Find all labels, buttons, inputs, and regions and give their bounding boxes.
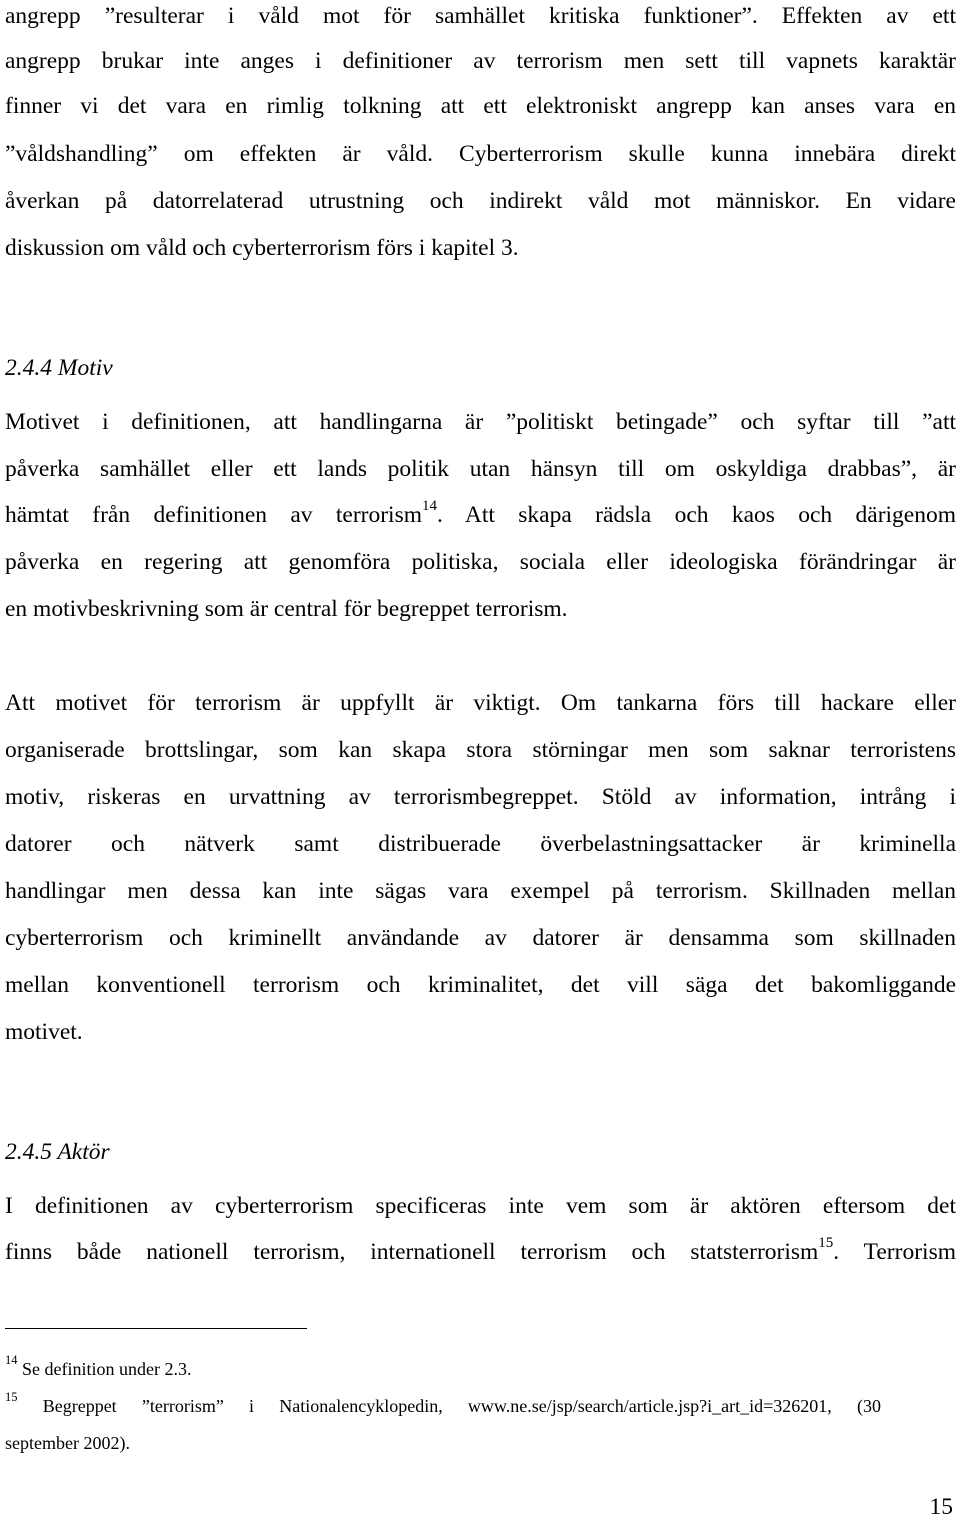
section-heading-aktor: 2.4.5 Aktör bbox=[5, 1139, 110, 1165]
footnote-text: Begreppet ”terrorism” i Nationalencyklopedin, www.ne.se/jsp/search/article.jsp?i_art_id=326201, (30 bbox=[42, 1396, 882, 1416]
body-text-line: angrepp brukar inte anges i definitioner av terrorism men sett till vapnets karaktär bbox=[5, 48, 956, 74]
body-text-segment: . Terrorism bbox=[833, 1239, 956, 1265]
body-text-line: mellan konventionell terrorism och kriminalitet, det vill säga det bakomliggande bbox=[5, 972, 956, 998]
footnote-number: 15 bbox=[5, 1390, 18, 1404]
body-text-line: påverka en regering att genomföra politiska, sociala eller ideologiska förändringar är bbox=[5, 549, 956, 575]
footnote-reference[interactable]: 14 bbox=[422, 498, 437, 515]
footnote-14 bbox=[5, 1353, 192, 1380]
body-text-line: finner vi det vara en rimlig tolkning att ett elektroniskt angrepp kan anses vara en bbox=[5, 93, 956, 119]
body-text-line: diskussion om våld och cyberterrorism förs i kapitel 3. bbox=[5, 235, 519, 261]
footnote-15 bbox=[5, 1390, 882, 1417]
footnote-text: Se definition under 2.3. bbox=[22, 1359, 192, 1379]
body-text-line: motivet. bbox=[5, 1019, 83, 1045]
page-number: 15 bbox=[929, 1494, 953, 1520]
footnote-15-continued: september 2002). bbox=[5, 1433, 130, 1453]
body-text-line: ”våldshandling” om effekten är våld. Cyberterrorism skulle kunna innebära direkt bbox=[5, 141, 956, 167]
body-text-line: I definitionen av cyberterrorism specificeras inte vem som är aktören eftersom det bbox=[5, 1193, 956, 1219]
body-text-line: Motivet i definitionen, att handlingarna är ”politiskt betingade” och syftar till ”att bbox=[5, 409, 956, 435]
footnote-reference[interactable]: 15 bbox=[818, 1235, 834, 1252]
section-heading-motiv: 2.4.4 Motiv bbox=[5, 355, 113, 381]
body-text-line: handlingar men dessa kan inte sägas vara exempel på terrorism. Skillnaden mellan bbox=[5, 878, 956, 904]
body-text-line: åverkan på datorrelaterad utrustning och indirekt våld mot människor. En vidare bbox=[5, 188, 956, 214]
footnote-number: 14 bbox=[5, 1353, 18, 1367]
body-text-line: en motivbeskrivning som är central för begreppet terrorism. bbox=[5, 596, 568, 622]
body-text-line: datorer och nätverk samt distribuerade överbelastningsattacker är kriminella bbox=[5, 831, 956, 857]
body-text-line: cyberterrorism och kriminellt användande av datorer är densamma som skillnaden bbox=[5, 925, 956, 951]
body-text-line: påverka samhället eller ett lands politik utan hänsyn till om oskyldiga drabbas”, är bbox=[5, 456, 956, 482]
body-text-line: organiserade brottslingar, som kan skapa stora störningar men som saknar terroristens bbox=[5, 737, 956, 763]
footnote-separator bbox=[5, 1328, 307, 1329]
body-text-line bbox=[5, 498, 957, 529]
body-text-line: motiv, riskeras en urvattning av terrorismbegreppet. Stöld av information, intrång i bbox=[5, 784, 956, 810]
body-text-line: angrepp ”resulterar i våld mot för samhället kritiska funktioner”. Effekten av ett bbox=[5, 3, 956, 29]
body-text-segment: . Att skapa rädsla och kaos och därigenom bbox=[437, 502, 957, 528]
body-text-line bbox=[5, 1235, 956, 1266]
body-text-line: Att motivet för terrorism är uppfyllt är viktigt. Om tankarna förs till hackare eller bbox=[5, 690, 956, 716]
body-text-segment: finns både nationell terrorism, internationell terrorism och statsterrorism bbox=[5, 1239, 819, 1265]
body-text-segment: hämtat från definitionen av terrorism bbox=[5, 502, 422, 528]
